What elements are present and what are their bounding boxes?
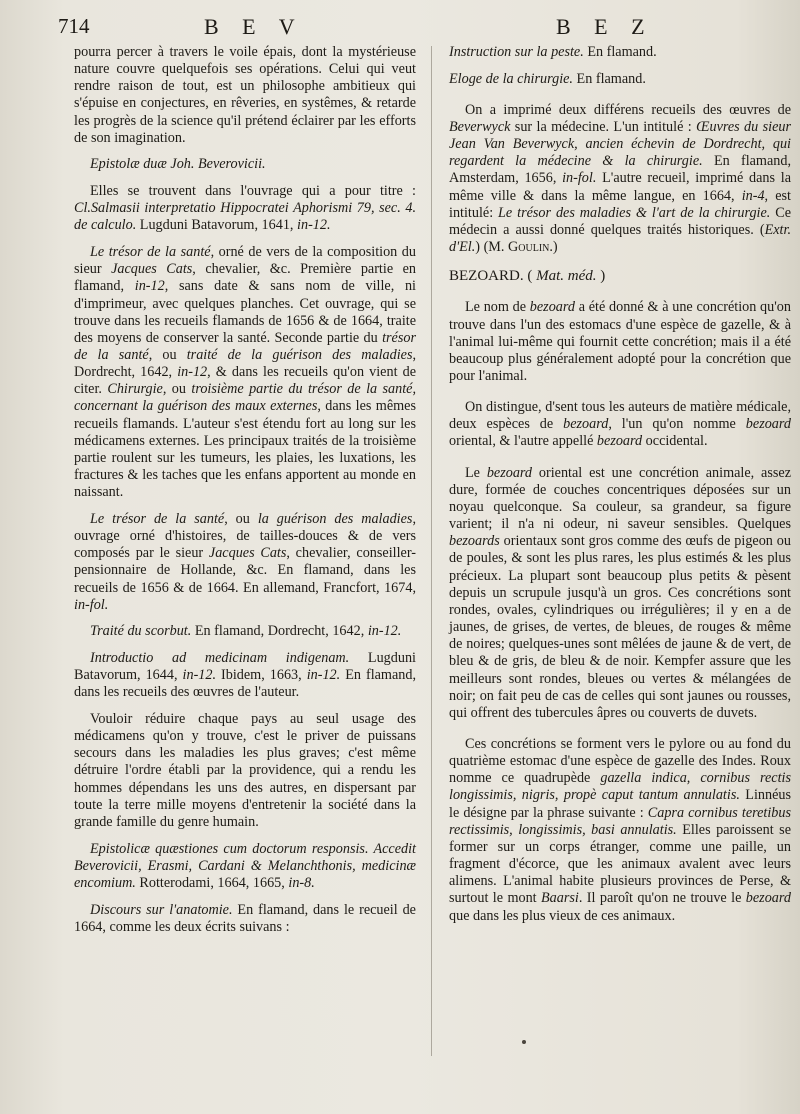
article-title: [449, 268, 791, 285]
italic-text: Le trésor de la santé: [90, 510, 225, 527]
paragraph: [449, 102, 791, 256]
text-run: Linnéus le désigne par la phrase suivante :: [449, 787, 791, 821]
text-run: Elles se trouvent dans l'ouvrage qui a pour titre :: [90, 183, 416, 200]
text-run: . Il paroît qu'on ne trouve le: [578, 890, 746, 907]
text-run: En flamand, Dordrecht, 1642,: [191, 623, 368, 640]
italic-text: in-fol.: [562, 170, 597, 187]
italic-text: Epistolæ duæ Joh. Beverovicii.: [90, 156, 266, 173]
italic-text: in-8.: [288, 874, 315, 891]
text-run: orientaux sont gros comme des œufs de pigeon ou de poules, & sont les plus rares, les plus estimés & les plus précieux. La plupart sont beaucoup plus petits & pèsent depuis un scrupule jusqu'à un gros. Ces concrétions sont rondes, ovales, cylindriques ou irrégulières; il y en a de jaunes, de grises, de vertes, de bleues, de rouges & même de noires; quelques-unes sont mêlées de jaune & de vert, de bleu & de gris, de bleu & de noir. Kempfer assure que les meilleurs sont rondes, bleues ou vertes & mélangées de noir; on fait peu de cas de celles qui sont jaunes ou rousses, qui offrent des tubercules âpres ou couverts de duvets.: [449, 533, 791, 721]
italic-text: Œuvres du sieur Jean Van Beverwyck, ancien échevin de Dordrecht, qui regardent la médecine & la chirurgie.: [449, 118, 791, 170]
text-run: a été donné & à une concrétion qu'on trouve dans l'un des estomacs d'une espèce de gazelle, & à l'animal lui-même qui fournit cette concrétion; mais il a été beaucoup plus généralement adopté pour la concrétion que pour l'animal.: [449, 299, 791, 384]
italic-text: bezoard: [745, 416, 791, 433]
italic-text: la guérison des maladies: [257, 510, 413, 527]
italic-text: in-12.: [367, 623, 402, 640]
text-run: BEZOARD. (: [449, 268, 537, 285]
text-run: En flamand, dans le recueil de 1664, comme les deux écrits suivans :: [74, 901, 416, 935]
text-run: , Dordrecht, 1642,: [74, 347, 417, 381]
italic-text: in-4: [741, 187, 765, 204]
paragraph: [74, 156, 416, 173]
italic-text: Introductio ad medicinam indigenam.: [90, 650, 350, 666]
text-run: , dans les mêmes recueils flamands. L'auteur s'est étendu fort au long sur les médicamens externes. Les principaux traités de la troisième partie roulent sur les tumeurs, les plaies, les luxations, les fractures & les taches que les enfans apportent au monde en naissant.: [74, 398, 416, 501]
paragraph: [449, 44, 791, 61]
italic-text: Capra cornibus teretibus rectissimis, longissimis, basi annulatis.: [449, 804, 791, 838]
italic-text: bezoard: [596, 433, 643, 450]
italic-text: trésor de la santé: [74, 329, 416, 363]
right-column: [449, 44, 791, 925]
text-run: Lugduni Batavorum, 1644,: [74, 650, 416, 684]
text-run: En flamand.: [583, 44, 657, 60]
italic-text: in-12.: [306, 667, 341, 684]
italic-text: Epistolicæ quæstiones cum doctorum responsis. Accedit Beverovicii, Erasmi, Cardani & Melanchthonis, medicinæ encomium.: [74, 840, 416, 891]
italic-text: Extr. d'El.: [449, 221, 791, 256]
column-divider: [431, 46, 432, 1056]
paragraph: [74, 244, 416, 501]
running-head-right: B E Z: [556, 14, 654, 39]
text-run: Elles paroissent se former sur un corps étranger, comme une paille, un fragment d'écorce, que les animaux avalent avec leurs alimens. L'animal habite plusieurs provinces de Perse, & surtout le mont: [449, 821, 791, 907]
text-run: , chevalier, &c. Première partie en flamand,: [74, 261, 416, 295]
text-run: Ces concrétions se forment vers le pylore ou au fond du quatrième estomac d'une espèce de gazelle des Indes. Roux nomme ce quadrupède: [449, 735, 791, 787]
text-run: ) (M.: [475, 239, 509, 256]
paragraph: [449, 465, 791, 722]
text-run: Le: [465, 464, 487, 481]
author-name: Goulin: [508, 239, 550, 256]
italic-text: in-12.: [182, 667, 217, 684]
italic-text: in-12: [177, 364, 208, 381]
text-run: , sans date & sans nom de ville, ni d'imprimeur, avec quelques planches. Cet ouvrage, qui se trouve dans les recueils flamands de 1656 & de 1664, traite des moyens de conserver la santé. Seconde partie du: [74, 278, 417, 346]
italic-text: Baarsi: [541, 890, 579, 907]
italic-text: Jacques Cats: [208, 545, 287, 562]
italic-text: bezoard: [563, 416, 609, 433]
text-run: Ce médecin a aussi donné quelques traités historiques. (: [449, 204, 791, 238]
italic-text: in-fol.: [74, 596, 109, 613]
text-run: On a imprimé deux différens recueils des œuvres de: [465, 101, 791, 118]
italic-text: Mat. méd.: [536, 268, 597, 285]
italic-text: Cl.Salmasii interpretatio Hippocratei Aphorismi 79, sec. 4. de calculo.: [74, 200, 416, 234]
text-run: , & dans les recueils qu'on vient de citer.: [74, 364, 416, 398]
paragraph: [449, 71, 791, 88]
italic-text: Le trésor des maladies & l'art de la chirurgie.: [498, 204, 771, 221]
italic-text: Chirurgie: [107, 381, 163, 398]
text-run: ): [596, 268, 606, 285]
text-run: En flamand, dans les recueils des œuvres de l'auteur.: [74, 667, 417, 701]
italic-text: gazella indica, cornibus rectis longissimis, nigris, propè caput tantum annulatis.: [449, 770, 791, 804]
paragraph: [74, 902, 416, 936]
text-run: L'autre recueil, imprimé dans la même ville & dans la même langue, en 1664,: [449, 170, 791, 204]
italic-text: bezoard: [529, 299, 575, 316]
text-run: , ouvrage orné d'histoires, de tailles-douces & de vers composés par le sieur: [74, 510, 416, 562]
italic-text: bezoard: [486, 464, 533, 481]
text-run: En flamand, Amsterdam, 1656,: [449, 153, 791, 187]
text-run: occidental.: [642, 433, 708, 450]
text-run: sur la médecine. L'un intitulé :: [510, 118, 697, 135]
paragraph: [449, 736, 791, 925]
italic-text: Beverwyck: [449, 118, 511, 135]
italic-text: Le trésor de la santé: [90, 244, 211, 261]
text-run: que dans les plus vieux de ces animaux.: [449, 907, 676, 924]
italic-text: Traité du scorbut.: [90, 623, 192, 640]
text-run: oriental, & l'autre appellé: [449, 433, 597, 450]
text-run: En flamand.: [572, 70, 646, 87]
italic-text: bezoards: [449, 533, 500, 550]
text-run: Lugduni Batavorum, 1641,: [136, 217, 298, 234]
paragraph: pourra percer à travers le voile épais, dont la mystérieuse nature couvre quelquefois ses opérations. Celui qui veut rendre raison de tout, est un philosophe ambitieux qui s'épuise en conjectures, en rêveries, en systêmes, & retarde les progrès de la science qu'il prétend éclairer par les efforts de son imagination.: [74, 44, 416, 146]
paragraph: [74, 650, 416, 701]
text-run: Ibidem, 1663,: [216, 667, 307, 684]
text-run: , ou: [162, 381, 192, 398]
paragraph: [74, 511, 416, 614]
text-run: Le nom de: [465, 299, 530, 316]
text-run: , chevalier, conseiller-pensionnaire de Hollande, &c. En flamand, dans les recueils de 1656 & de 1664. En allemand, Francfort, 1674,: [74, 545, 416, 596]
paragraph: [449, 299, 791, 385]
paragraph: [74, 623, 416, 640]
page-header: [58, 14, 782, 40]
text-run: , est intitulé:: [449, 187, 791, 221]
text-run: On distingue, d'sent tous les auteurs de matière médicale, deux espèces de: [449, 399, 791, 433]
paragraph: [74, 841, 416, 892]
italic-text: Eloge de la chirurgie.: [449, 70, 573, 87]
paragraph: [74, 183, 416, 234]
italic-text: troisième partie du trésor de la santé, concernant la guérison des maux externes: [74, 381, 417, 415]
text-run: Rotterodami, 1664, 1665,: [135, 874, 289, 891]
italic-text: bezoard: [745, 890, 791, 907]
page-number: 714: [58, 14, 90, 38]
text-run: , ou: [148, 347, 187, 363]
italic-text: Instruction sur la peste.: [449, 44, 584, 60]
italic-text: Discours sur l'anatomie.: [90, 901, 233, 918]
text-run: oriental est une concrétion animale, assez dure, formée de couches concentriques déposées sur un noyau quelconque. Sa couleur, sa grandeur, sa figure varient; il n'a ni odeur, ni saveur sensibles. Quelques: [449, 464, 791, 533]
italic-text: Jacques Cats: [111, 261, 193, 278]
text-run: , l'un qu'on nomme: [608, 416, 746, 433]
italic-text: in-12: [134, 278, 165, 295]
text-run: .): [549, 239, 558, 256]
text-run: , orné de vers de la composition du sieur: [74, 244, 416, 278]
paragraph: Vouloir réduire chaque pays au seul usage des médicamens qu'on y trouve, c'est le priver de puissans secours dans les maladies les plus graves; c'est même détruire l'ordre établi par la providence, qui a rendu les hommes dépendans les uns des autres, en dispersant par toute la terre mille moyens d'entretenir la société dans la grande famille du genre humain.: [74, 710, 416, 830]
left-column: [74, 44, 416, 936]
paragraph: [449, 399, 791, 450]
text-run: , ou: [224, 510, 258, 527]
italic-text: traité de la guérison des maladies: [186, 347, 413, 363]
italic-text: in-12.: [297, 217, 331, 234]
ink-speck: [522, 1040, 526, 1044]
running-head-left: B E V: [204, 14, 304, 39]
